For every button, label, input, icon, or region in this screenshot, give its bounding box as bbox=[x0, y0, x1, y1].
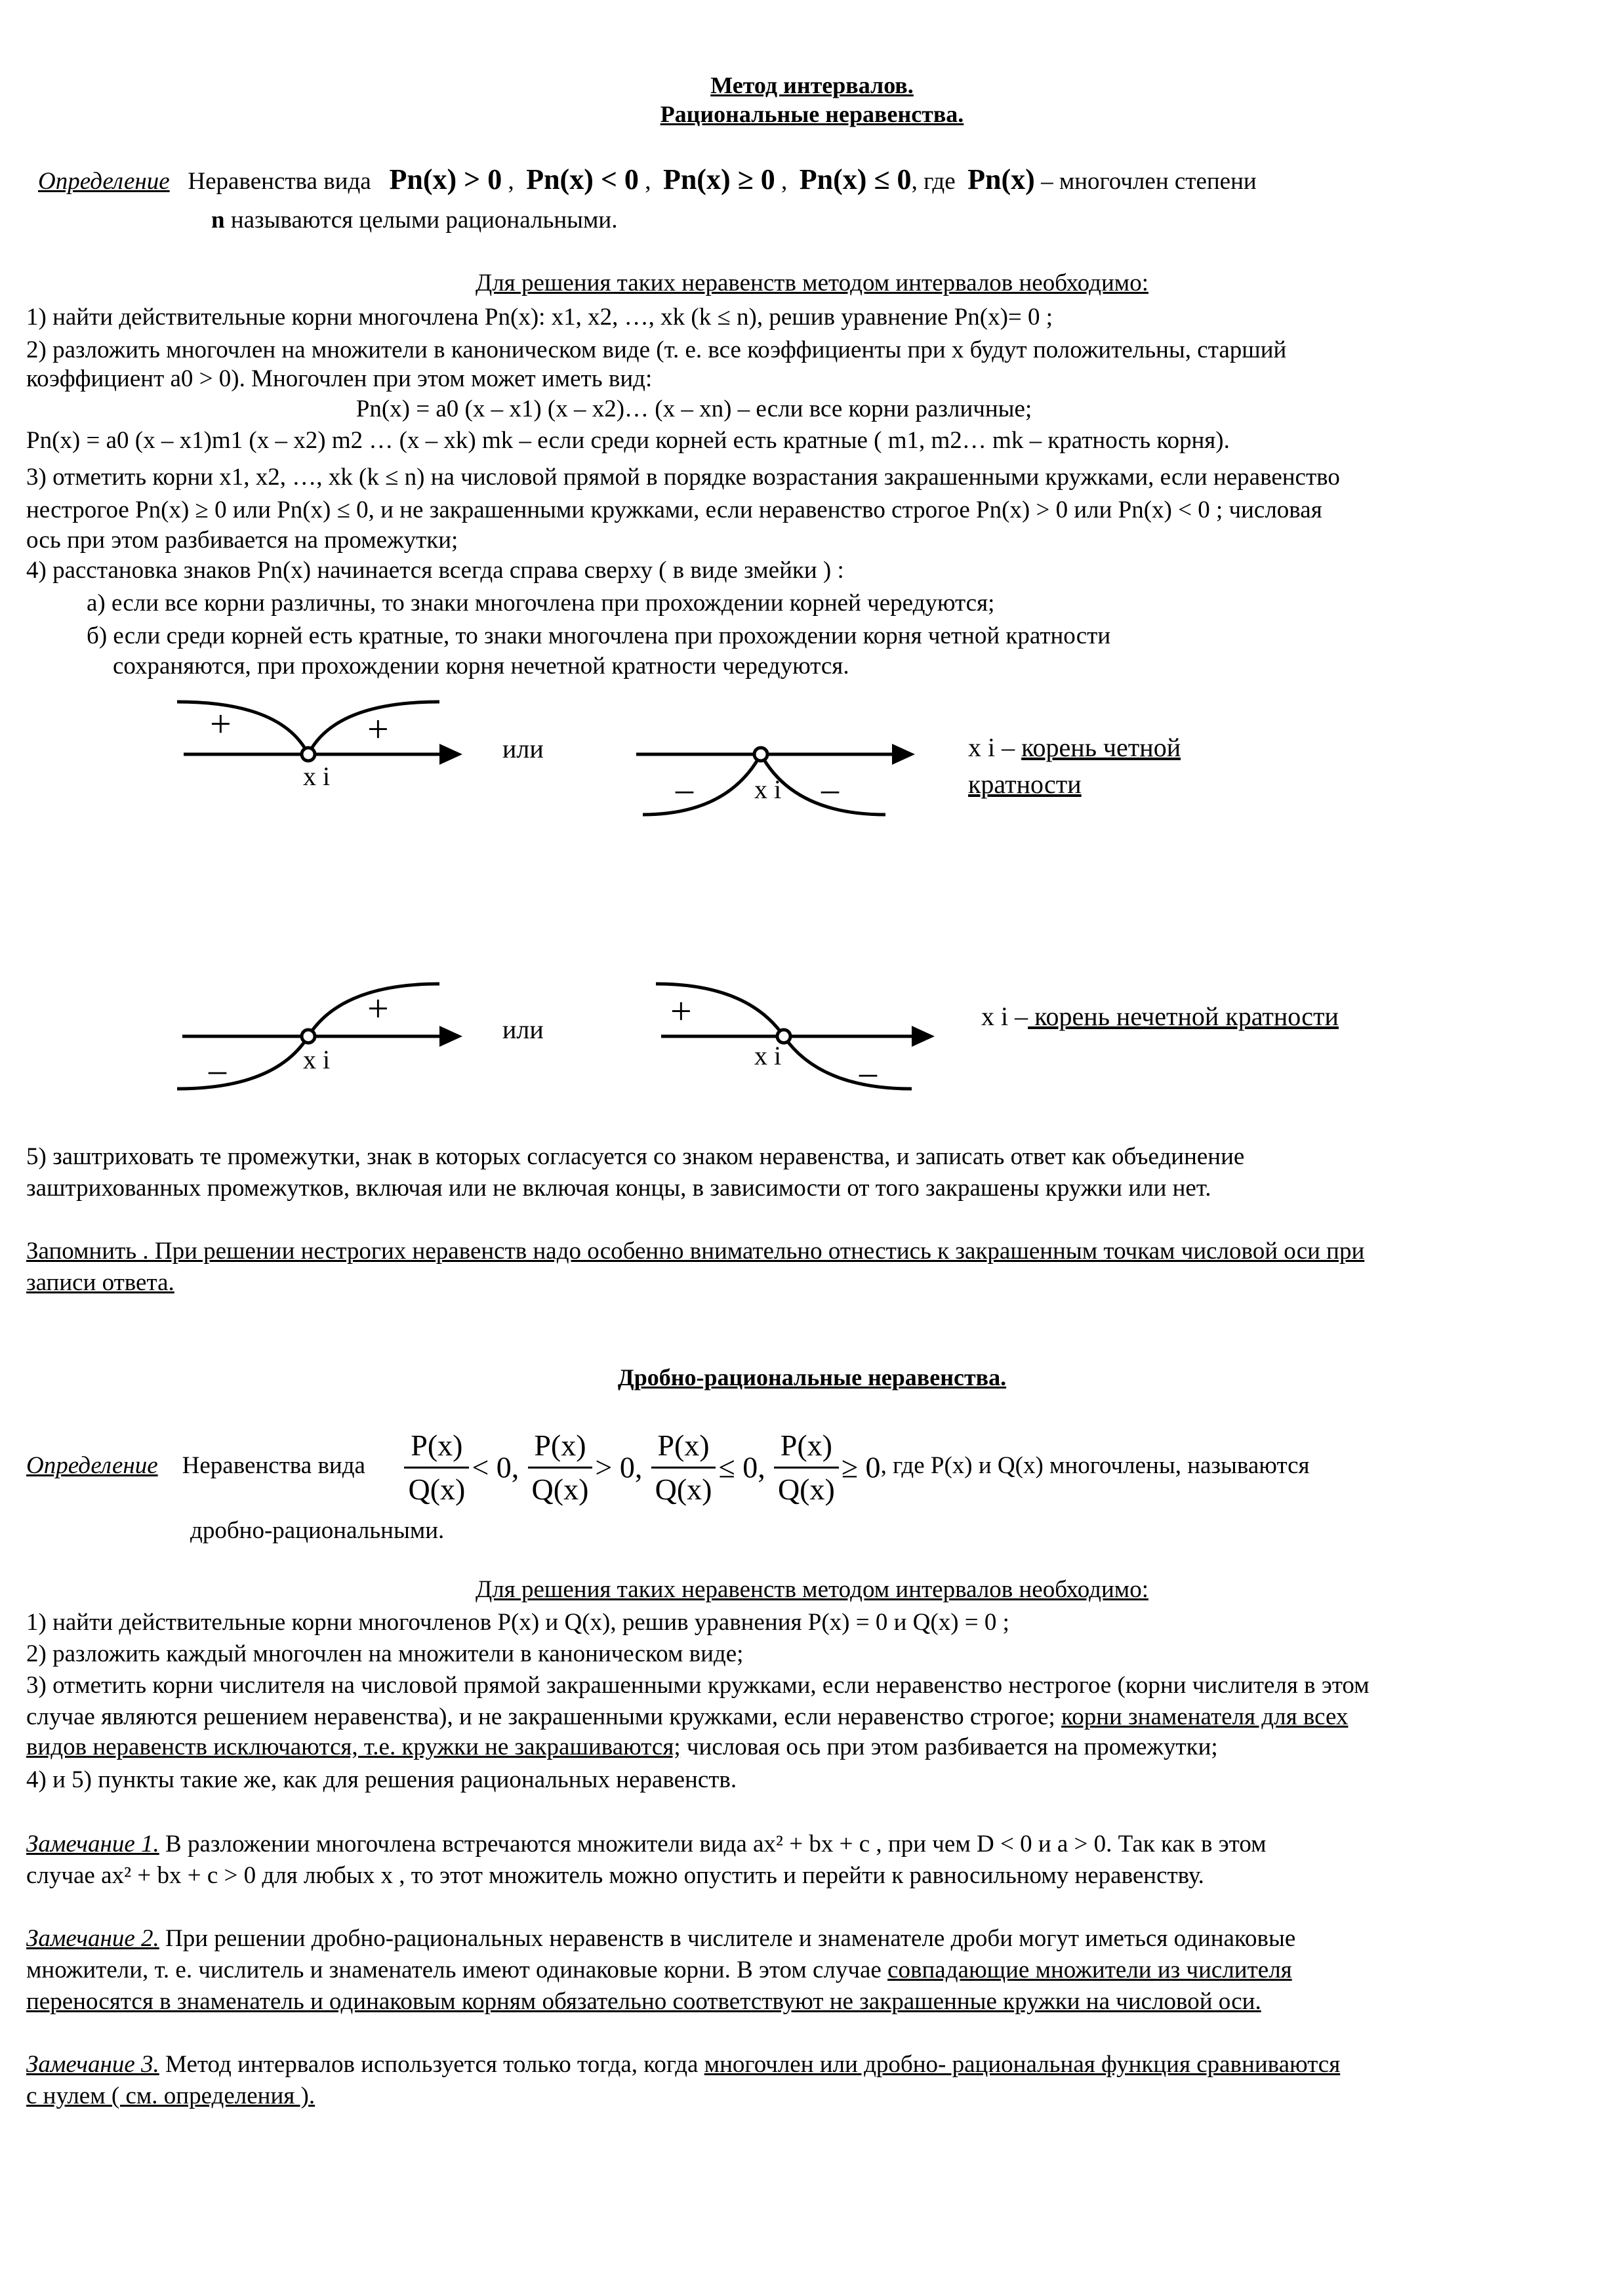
remember-note: Запомнить . При решении нестрогих неравенств надо особенно внимательно отнестись к закрашенным точкам числовой оси при bbox=[26, 1238, 1365, 1265]
remember-note-2: записи ответа. bbox=[26, 1269, 174, 1296]
fraction-step-3b-text: случае являются решением неравенства), и не закрашенными кружками, если неравенство строгое; bbox=[26, 1703, 1055, 1730]
form-ge: Pn(x) ≥ 0 bbox=[662, 163, 775, 195]
note-3-line1b: многочлен или дробно- рациональная функция сравниваются bbox=[704, 2051, 1341, 2078]
root-label-1: x i bbox=[303, 761, 331, 791]
fraction-1-num: P(x) bbox=[404, 1425, 469, 1469]
note-1-label: Замечание 1. bbox=[26, 1831, 159, 1857]
fraction-4-rel: ≥ 0 bbox=[841, 1450, 881, 1484]
fraction-step-3c-underlined: видов неравенств исключаются, т.е. кружки не закрашиваются; bbox=[26, 1734, 681, 1760]
form-le: Pn(x) ≤ 0 bbox=[799, 163, 912, 195]
fraction-3-den: Q(x) bbox=[655, 1472, 712, 1507]
definition-n: n bbox=[211, 207, 225, 233]
definition-tail: – многочлен степени bbox=[1041, 168, 1257, 195]
note-2-line3: переносятся в знаменатель и одинаковым корням обязательно соответствуют не закрашенные кружки на числовой оси. bbox=[26, 1988, 1261, 2015]
definition-label: Определение bbox=[38, 168, 170, 195]
fraction-3-rel: ≤ 0, bbox=[718, 1450, 765, 1484]
step-5: 5) заштриховать те промежутки, знак в которых согласуется со знаком неравенства, и записать ответ как объединение bbox=[26, 1143, 1245, 1170]
form-gt: Pn(x) > 0 bbox=[389, 163, 502, 195]
sign-minus-right: – bbox=[821, 769, 839, 809]
rational-formula-multiple: Pn(x) = a0 (x – x1)m1 (x – x2) m2 … (x – xk) mk – если среди корней есть кратные ( m1, m2… mk – кратность корня). bbox=[26, 427, 1230, 454]
rational-step-3b: нестрогое Pn(x) ≥ 0 или Pn(x) ≤ 0, и не закрашенными кружками, если неравенство строгое Pn(x) > 0 или Pn(x) < 0 ; числовая bbox=[26, 497, 1322, 523]
rational-step-3: 3) отметить корни x1, x2, …, xk (k ≤ n) на числовой прямой в порядке возрастания закрашенными кружками, если неравенство bbox=[26, 464, 1340, 491]
title-rational: Рациональные неравенства. bbox=[660, 101, 964, 127]
rational-step-2b: коэффициент a0 > 0). Многочлен при этом может иметь вид: bbox=[26, 365, 653, 392]
steps-heading-1: Для решения таких неравенств методом интервалов необходимо: bbox=[475, 270, 1148, 296]
diagram-odd-decreasing bbox=[649, 971, 951, 1102]
note-3-line1a: Метод интервалов используется только тогда, когда bbox=[159, 2051, 704, 2078]
definition-1-line2 bbox=[211, 206, 617, 235]
note-3-line2: с нулем ( см. определения ). bbox=[26, 2082, 315, 2109]
definition-2-lead: Неравенства вида bbox=[182, 1452, 365, 1479]
definition-lead: Неравенства вида bbox=[188, 168, 371, 195]
steps-heading-2: Для решения таких неравенств методом интервалов необходимо: bbox=[475, 1576, 1148, 1603]
note-3-label: Замечание 3. bbox=[26, 2051, 159, 2078]
fraction-1-rel: < 0, bbox=[472, 1450, 519, 1484]
fraction-step-2: 2) разложить каждый многочлен на множители в каноническом виде; bbox=[26, 1640, 744, 1667]
step-5b: заштрихованных промежутков, включая или не включая концы, в зависимости от того закрашены кружки или нет. bbox=[26, 1175, 1211, 1202]
note-2-line2b: совпадающие множители из числителя bbox=[887, 1957, 1292, 1983]
or-label-1: или bbox=[502, 734, 544, 763]
fraction-step-3: 3) отметить корни числителя на числовой прямой закрашенными кружками, если неравенство нестрогое (корни числителя в этом bbox=[26, 1672, 1370, 1699]
rational-step-2: 2) разложить многочлен на множители в каноническом виде (т. е. все коэффициенты при x будут положительны, старший bbox=[26, 336, 1287, 363]
odd-multiplicity-label bbox=[981, 1001, 1339, 1032]
title-fractional: Дробно-рациональные неравенства. bbox=[617, 1364, 1007, 1390]
fraction-step-1: 1) найти действительные корни многочленов P(x) и Q(x), решив уравнения P(x) = 0 и Q(x) = 0 ; bbox=[26, 1609, 1009, 1636]
fraction-2-rel: > 0, bbox=[595, 1450, 643, 1484]
fraction-step-3c bbox=[26, 1733, 1218, 1762]
note-1-line2: случае ax² + bx + c > 0 для любых x , то этот множитель можно опустить и перейти к равносильному неравенству. bbox=[26, 1862, 1204, 1889]
note-2-label: Замечание 2. bbox=[26, 1925, 159, 1952]
definition-2-line2: дробно-рациональными. bbox=[190, 1517, 445, 1544]
even-root-text-2: кратности bbox=[968, 769, 1082, 799]
definition-2 bbox=[26, 1423, 1310, 1511]
odd-root-symbol: x i – bbox=[981, 1002, 1028, 1031]
sign-minus-left: – bbox=[676, 769, 693, 809]
odd-root-text: корень нечетной кратности bbox=[1028, 1002, 1339, 1031]
fraction-2 bbox=[528, 1425, 593, 1511]
definition-1: Определение Неравенства вида Pn(x) > 0 , Pn(x) < 0 , Pn(x) ≥ 0 , Pn(x) ≤ 0, где Pn(x) – многочлен степени bbox=[38, 163, 1257, 195]
rational-step-4a: а) если все корни различны, то знаки многочлена при прохождении корней чередуются; bbox=[87, 590, 995, 617]
note-1 bbox=[26, 1830, 1267, 1859]
sign-plus-odd-2: + bbox=[670, 990, 692, 1032]
fraction-step-3c-text: числовая ось при этом разбивается на промежутки; bbox=[680, 1734, 1218, 1760]
rational-step-4b: б) если среди корней есть кратные, то знаки многочлена при прохождении корня четной кратности bbox=[87, 622, 1111, 649]
note-3 bbox=[26, 2050, 1340, 2079]
definition-where: , где bbox=[911, 168, 956, 195]
note-1-line1: В разложении многочлена встречаются множители вида ax² + bx + c , при чем D < 0 и a > 0. Так как в этом bbox=[159, 1831, 1267, 1857]
fraction-3-num: P(x) bbox=[651, 1425, 716, 1469]
rational-step-4: 4) расстановка знаков Pn(x) начинается всегда справа сверху ( в виде змейки ) : bbox=[26, 557, 844, 584]
fraction-step-3b bbox=[26, 1703, 1348, 1732]
fraction-step-3b-underlined: корни знаменателя для всех bbox=[1061, 1703, 1349, 1730]
note-2-line1: При решении дробно-рациональных неравенств в числителе и знаменателе дроби могут иметься одинаковые bbox=[159, 1925, 1296, 1952]
sign-plus-right: + bbox=[367, 708, 389, 750]
definition-line2-rest: называются целыми рациональными. bbox=[224, 207, 618, 233]
form-lt: Pn(x) < 0 bbox=[526, 163, 639, 195]
fraction-4-num: P(x) bbox=[774, 1425, 839, 1469]
definition-pn: Pn(x) bbox=[967, 163, 1035, 195]
root-label-2: x i bbox=[754, 775, 782, 804]
fraction-4-den: Q(x) bbox=[777, 1472, 835, 1507]
or-label-2: или bbox=[502, 1015, 544, 1044]
fraction-2-den: Q(x) bbox=[531, 1472, 589, 1507]
fraction-1-den: Q(x) bbox=[408, 1472, 466, 1507]
sign-minus-odd-2: – bbox=[859, 1053, 877, 1092]
note-2-line2a: множители, т. е. числитель и знаменатель имеют одинаковые корни. В этом случае bbox=[26, 1957, 888, 1983]
rational-step-4c: сохраняются, при прохождении корня нечетной кратности чередуются. bbox=[113, 653, 849, 680]
title-method: Метод интервалов. bbox=[710, 72, 914, 98]
sign-minus-odd: – bbox=[209, 1050, 226, 1089]
fraction-4 bbox=[774, 1425, 839, 1511]
definition-2-tail: , где P(x) и Q(x) многочлены, называются bbox=[880, 1452, 1310, 1479]
sign-plus-odd: + bbox=[367, 987, 389, 1030]
even-root-symbol: x i – bbox=[968, 733, 1015, 762]
fraction-3 bbox=[651, 1425, 716, 1511]
even-root-text: корень четной bbox=[1021, 733, 1181, 762]
rational-step-1: 1) найти действительные корни многочлена Pn(x): x1, x2, …, xk (k ≤ n), решив уравнение Pn(x)= 0 ; bbox=[26, 304, 1053, 331]
fraction-2-num: P(x) bbox=[528, 1425, 593, 1469]
even-multiplicity-label bbox=[968, 732, 1181, 763]
root-label-3: x i bbox=[303, 1045, 331, 1074]
rational-step-3c: ось при этом разбивается на промежутки; bbox=[26, 527, 458, 554]
note-2-line2 bbox=[26, 1956, 1292, 1985]
note-2 bbox=[26, 1924, 1295, 1953]
root-label-4: x i bbox=[754, 1041, 782, 1070]
sign-plus-left: + bbox=[210, 702, 232, 745]
definition-2-label: Определение bbox=[26, 1452, 158, 1479]
fraction-step-4-5: 4) и 5) пункты такие же, как для решения рациональных неравенств. bbox=[26, 1766, 737, 1793]
fraction-1 bbox=[404, 1425, 469, 1511]
rational-formula-distinct: Pn(x) = a0 (x – x1) (x – x2)… (x – xn) – если все корни различные; bbox=[355, 396, 1032, 422]
